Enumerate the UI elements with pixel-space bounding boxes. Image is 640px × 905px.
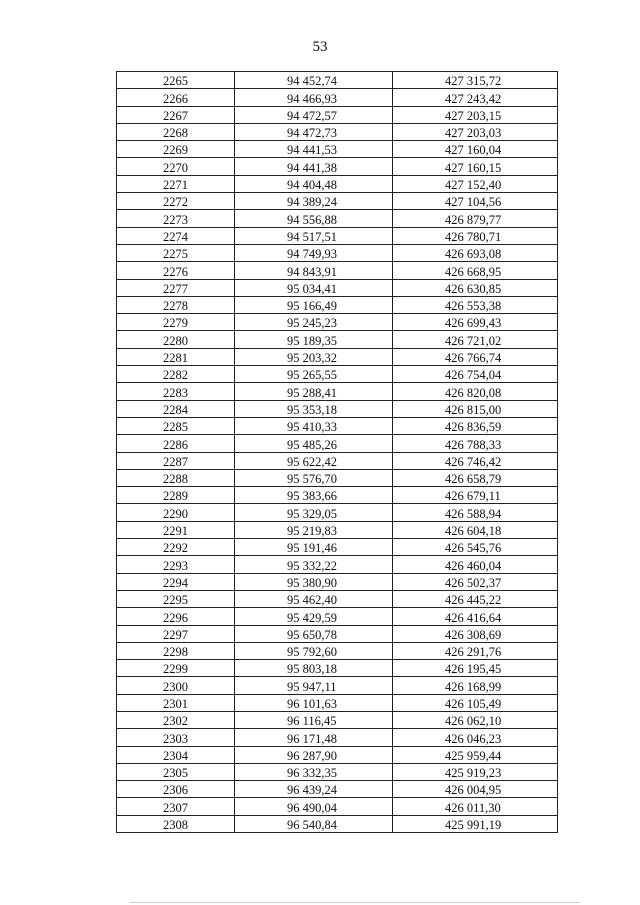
point-number-cell: 2275 [117,244,235,261]
x-coordinate-cell: 96 332,35 [235,763,393,780]
y-coordinate-cell: 426 588,94 [393,504,558,521]
x-coordinate-cell: 96 490,04 [235,798,393,815]
y-coordinate-cell: 426 780,71 [393,227,558,244]
x-coordinate-cell: 95 265,55 [235,366,393,383]
point-number-cell: 2307 [117,798,235,815]
table-row [117,469,558,486]
table-row [117,141,558,158]
table-row [117,296,558,313]
point-number-cell: 2296 [117,608,235,625]
x-coordinate-cell: 94 472,57 [235,106,393,123]
y-coordinate-cell: 426 668,95 [393,262,558,279]
point-number-cell: 2272 [117,193,235,210]
table-row [117,89,558,106]
table-row [117,435,558,452]
y-coordinate-cell: 426 746,42 [393,452,558,469]
x-coordinate-cell: 95 650,78 [235,625,393,642]
point-number-cell: 2293 [117,556,235,573]
x-coordinate-cell: 95 410,33 [235,417,393,434]
table-row [117,763,558,780]
table-row [117,677,558,694]
table-row [117,746,558,763]
point-number-cell: 2298 [117,642,235,659]
y-coordinate-cell: 426 820,08 [393,383,558,400]
point-number-cell: 2302 [117,711,235,728]
point-number-cell: 2304 [117,746,235,763]
point-number-cell: 2277 [117,279,235,296]
table-row [117,175,558,192]
y-coordinate-cell: 426 004,95 [393,781,558,798]
y-coordinate-cell: 426 836,59 [393,417,558,434]
x-coordinate-cell: 96 171,48 [235,729,393,746]
point-number-cell: 2279 [117,314,235,331]
point-number-cell: 2297 [117,625,235,642]
y-coordinate-cell: 426 693,08 [393,244,558,261]
point-number-cell: 2280 [117,331,235,348]
table-row [117,729,558,746]
table-row [117,452,558,469]
x-coordinate-cell: 95 329,05 [235,504,393,521]
x-coordinate-cell: 96 540,84 [235,815,393,832]
table-row [117,262,558,279]
x-coordinate-cell: 94 452,74 [235,72,393,89]
y-coordinate-cell: 426 699,43 [393,314,558,331]
point-number-cell: 2294 [117,573,235,590]
point-number-cell: 2271 [117,175,235,192]
table-row [117,504,558,521]
y-coordinate-cell: 426 679,11 [393,487,558,504]
table-row [117,521,558,538]
point-number-cell: 2289 [117,487,235,504]
y-coordinate-cell: 425 959,44 [393,746,558,763]
table-row [117,279,558,296]
point-number-cell: 2270 [117,158,235,175]
x-coordinate-cell: 94 472,73 [235,123,393,140]
table-row [117,660,558,677]
x-coordinate-cell: 94 389,24 [235,193,393,210]
x-coordinate-cell: 95 353,18 [235,400,393,417]
x-coordinate-cell: 96 287,90 [235,746,393,763]
point-number-cell: 2276 [117,262,235,279]
y-coordinate-cell: 426 658,79 [393,469,558,486]
y-coordinate-cell: 427 104,56 [393,193,558,210]
table-row [117,193,558,210]
y-coordinate-cell: 426 168,99 [393,677,558,694]
table-row [117,227,558,244]
point-number-cell: 2288 [117,469,235,486]
point-number-cell: 2283 [117,383,235,400]
y-coordinate-cell: 425 919,23 [393,763,558,780]
page-number: 53 [312,39,328,55]
y-coordinate-cell: 425 991,19 [393,815,558,832]
point-number-cell: 2267 [117,106,235,123]
y-coordinate-cell: 426 545,76 [393,539,558,556]
x-coordinate-cell: 95 380,90 [235,573,393,590]
x-coordinate-cell: 95 332,22 [235,556,393,573]
point-number-cell: 2266 [117,89,235,106]
point-number-cell: 2305 [117,763,235,780]
table-row [117,348,558,365]
table-row [117,694,558,711]
point-number-cell: 2308 [117,815,235,832]
table-row [117,539,558,556]
x-coordinate-cell: 95 429,59 [235,608,393,625]
table-row [117,158,558,175]
table-row [117,123,558,140]
point-number-cell: 2299 [117,660,235,677]
point-number-cell: 2278 [117,296,235,313]
point-number-cell: 2301 [117,694,235,711]
table-row [117,608,558,625]
bottom-rule [130,902,580,903]
x-coordinate-cell: 95 288,41 [235,383,393,400]
y-coordinate-cell: 426 416,64 [393,608,558,625]
x-coordinate-cell: 95 622,42 [235,452,393,469]
x-coordinate-cell: 95 203,32 [235,348,393,365]
x-coordinate-cell: 95 166,49 [235,296,393,313]
table-row [117,331,558,348]
y-coordinate-cell: 427 160,15 [393,158,558,175]
x-coordinate-cell: 96 439,24 [235,781,393,798]
y-coordinate-cell: 427 243,42 [393,89,558,106]
y-coordinate-cell: 426 879,77 [393,210,558,227]
table-row [117,798,558,815]
table-row [117,487,558,504]
point-number-cell: 2291 [117,521,235,538]
x-coordinate-cell: 94 517,51 [235,227,393,244]
x-coordinate-cell: 94 556,88 [235,210,393,227]
y-coordinate-cell: 426 195,45 [393,660,558,677]
table-row [117,573,558,590]
point-number-cell: 2300 [117,677,235,694]
y-coordinate-cell: 426 630,85 [393,279,558,296]
x-coordinate-cell: 95 245,23 [235,314,393,331]
point-number-cell: 2292 [117,539,235,556]
coordinates-table-body [117,72,558,833]
y-coordinate-cell: 426 721,02 [393,331,558,348]
point-number-cell: 2285 [117,417,235,434]
y-coordinate-cell: 426 604,18 [393,521,558,538]
point-number-cell: 2268 [117,123,235,140]
x-coordinate-cell: 94 466,93 [235,89,393,106]
y-coordinate-cell: 426 011,30 [393,798,558,815]
table-row [117,210,558,227]
point-number-cell: 2287 [117,452,235,469]
point-number-cell: 2282 [117,366,235,383]
y-coordinate-cell: 426 815,00 [393,400,558,417]
y-coordinate-cell: 426 046,23 [393,729,558,746]
point-number-cell: 2295 [117,590,235,607]
x-coordinate-cell: 95 219,83 [235,521,393,538]
point-number-cell: 2281 [117,348,235,365]
table-row [117,625,558,642]
table-row [117,815,558,832]
y-coordinate-cell: 427 203,15 [393,106,558,123]
y-coordinate-cell: 427 152,40 [393,175,558,192]
y-coordinate-cell: 426 062,10 [393,711,558,728]
x-coordinate-cell: 95 034,41 [235,279,393,296]
table-row [117,781,558,798]
y-coordinate-cell: 426 291,76 [393,642,558,659]
y-coordinate-cell: 426 766,74 [393,348,558,365]
y-coordinate-cell: 426 445,22 [393,590,558,607]
y-coordinate-cell: 426 460,04 [393,556,558,573]
y-coordinate-cell: 427 315,72 [393,72,558,89]
table-row [117,383,558,400]
y-coordinate-cell: 426 788,33 [393,435,558,452]
x-coordinate-cell: 95 803,18 [235,660,393,677]
table-row [117,590,558,607]
x-coordinate-cell: 95 792,60 [235,642,393,659]
point-number-cell: 2290 [117,504,235,521]
table-row [117,314,558,331]
point-number-cell: 2286 [117,435,235,452]
x-coordinate-cell: 94 441,38 [235,158,393,175]
coordinates-table [116,71,558,833]
x-coordinate-cell: 95 576,70 [235,469,393,486]
x-coordinate-cell: 95 462,40 [235,590,393,607]
x-coordinate-cell: 94 749,93 [235,244,393,261]
y-coordinate-cell: 426 502,37 [393,573,558,590]
x-coordinate-cell: 94 441,53 [235,141,393,158]
y-coordinate-cell: 427 203,03 [393,123,558,140]
table-row [117,417,558,434]
x-coordinate-cell: 96 101,63 [235,694,393,711]
y-coordinate-cell: 427 160,04 [393,141,558,158]
y-coordinate-cell: 426 308,69 [393,625,558,642]
table-row [117,366,558,383]
x-coordinate-cell: 95 485,26 [235,435,393,452]
point-number-cell: 2269 [117,141,235,158]
table-row [117,556,558,573]
point-number-cell: 2306 [117,781,235,798]
x-coordinate-cell: 94 843,91 [235,262,393,279]
table-row [117,244,558,261]
y-coordinate-cell: 426 553,38 [393,296,558,313]
x-coordinate-cell: 95 947,11 [235,677,393,694]
table-row [117,72,558,89]
point-number-cell: 2274 [117,227,235,244]
y-coordinate-cell: 426 754,04 [393,366,558,383]
x-coordinate-cell: 96 116,45 [235,711,393,728]
point-number-cell: 2265 [117,72,235,89]
point-number-cell: 2284 [117,400,235,417]
x-coordinate-cell: 95 191,46 [235,539,393,556]
table-row [117,642,558,659]
x-coordinate-cell: 95 383,66 [235,487,393,504]
x-coordinate-cell: 95 189,35 [235,331,393,348]
point-number-cell: 2273 [117,210,235,227]
y-coordinate-cell: 426 105,49 [393,694,558,711]
table-row [117,711,558,728]
x-coordinate-cell: 94 404,48 [235,175,393,192]
table-row [117,400,558,417]
point-number-cell: 2303 [117,729,235,746]
table-row [117,106,558,123]
